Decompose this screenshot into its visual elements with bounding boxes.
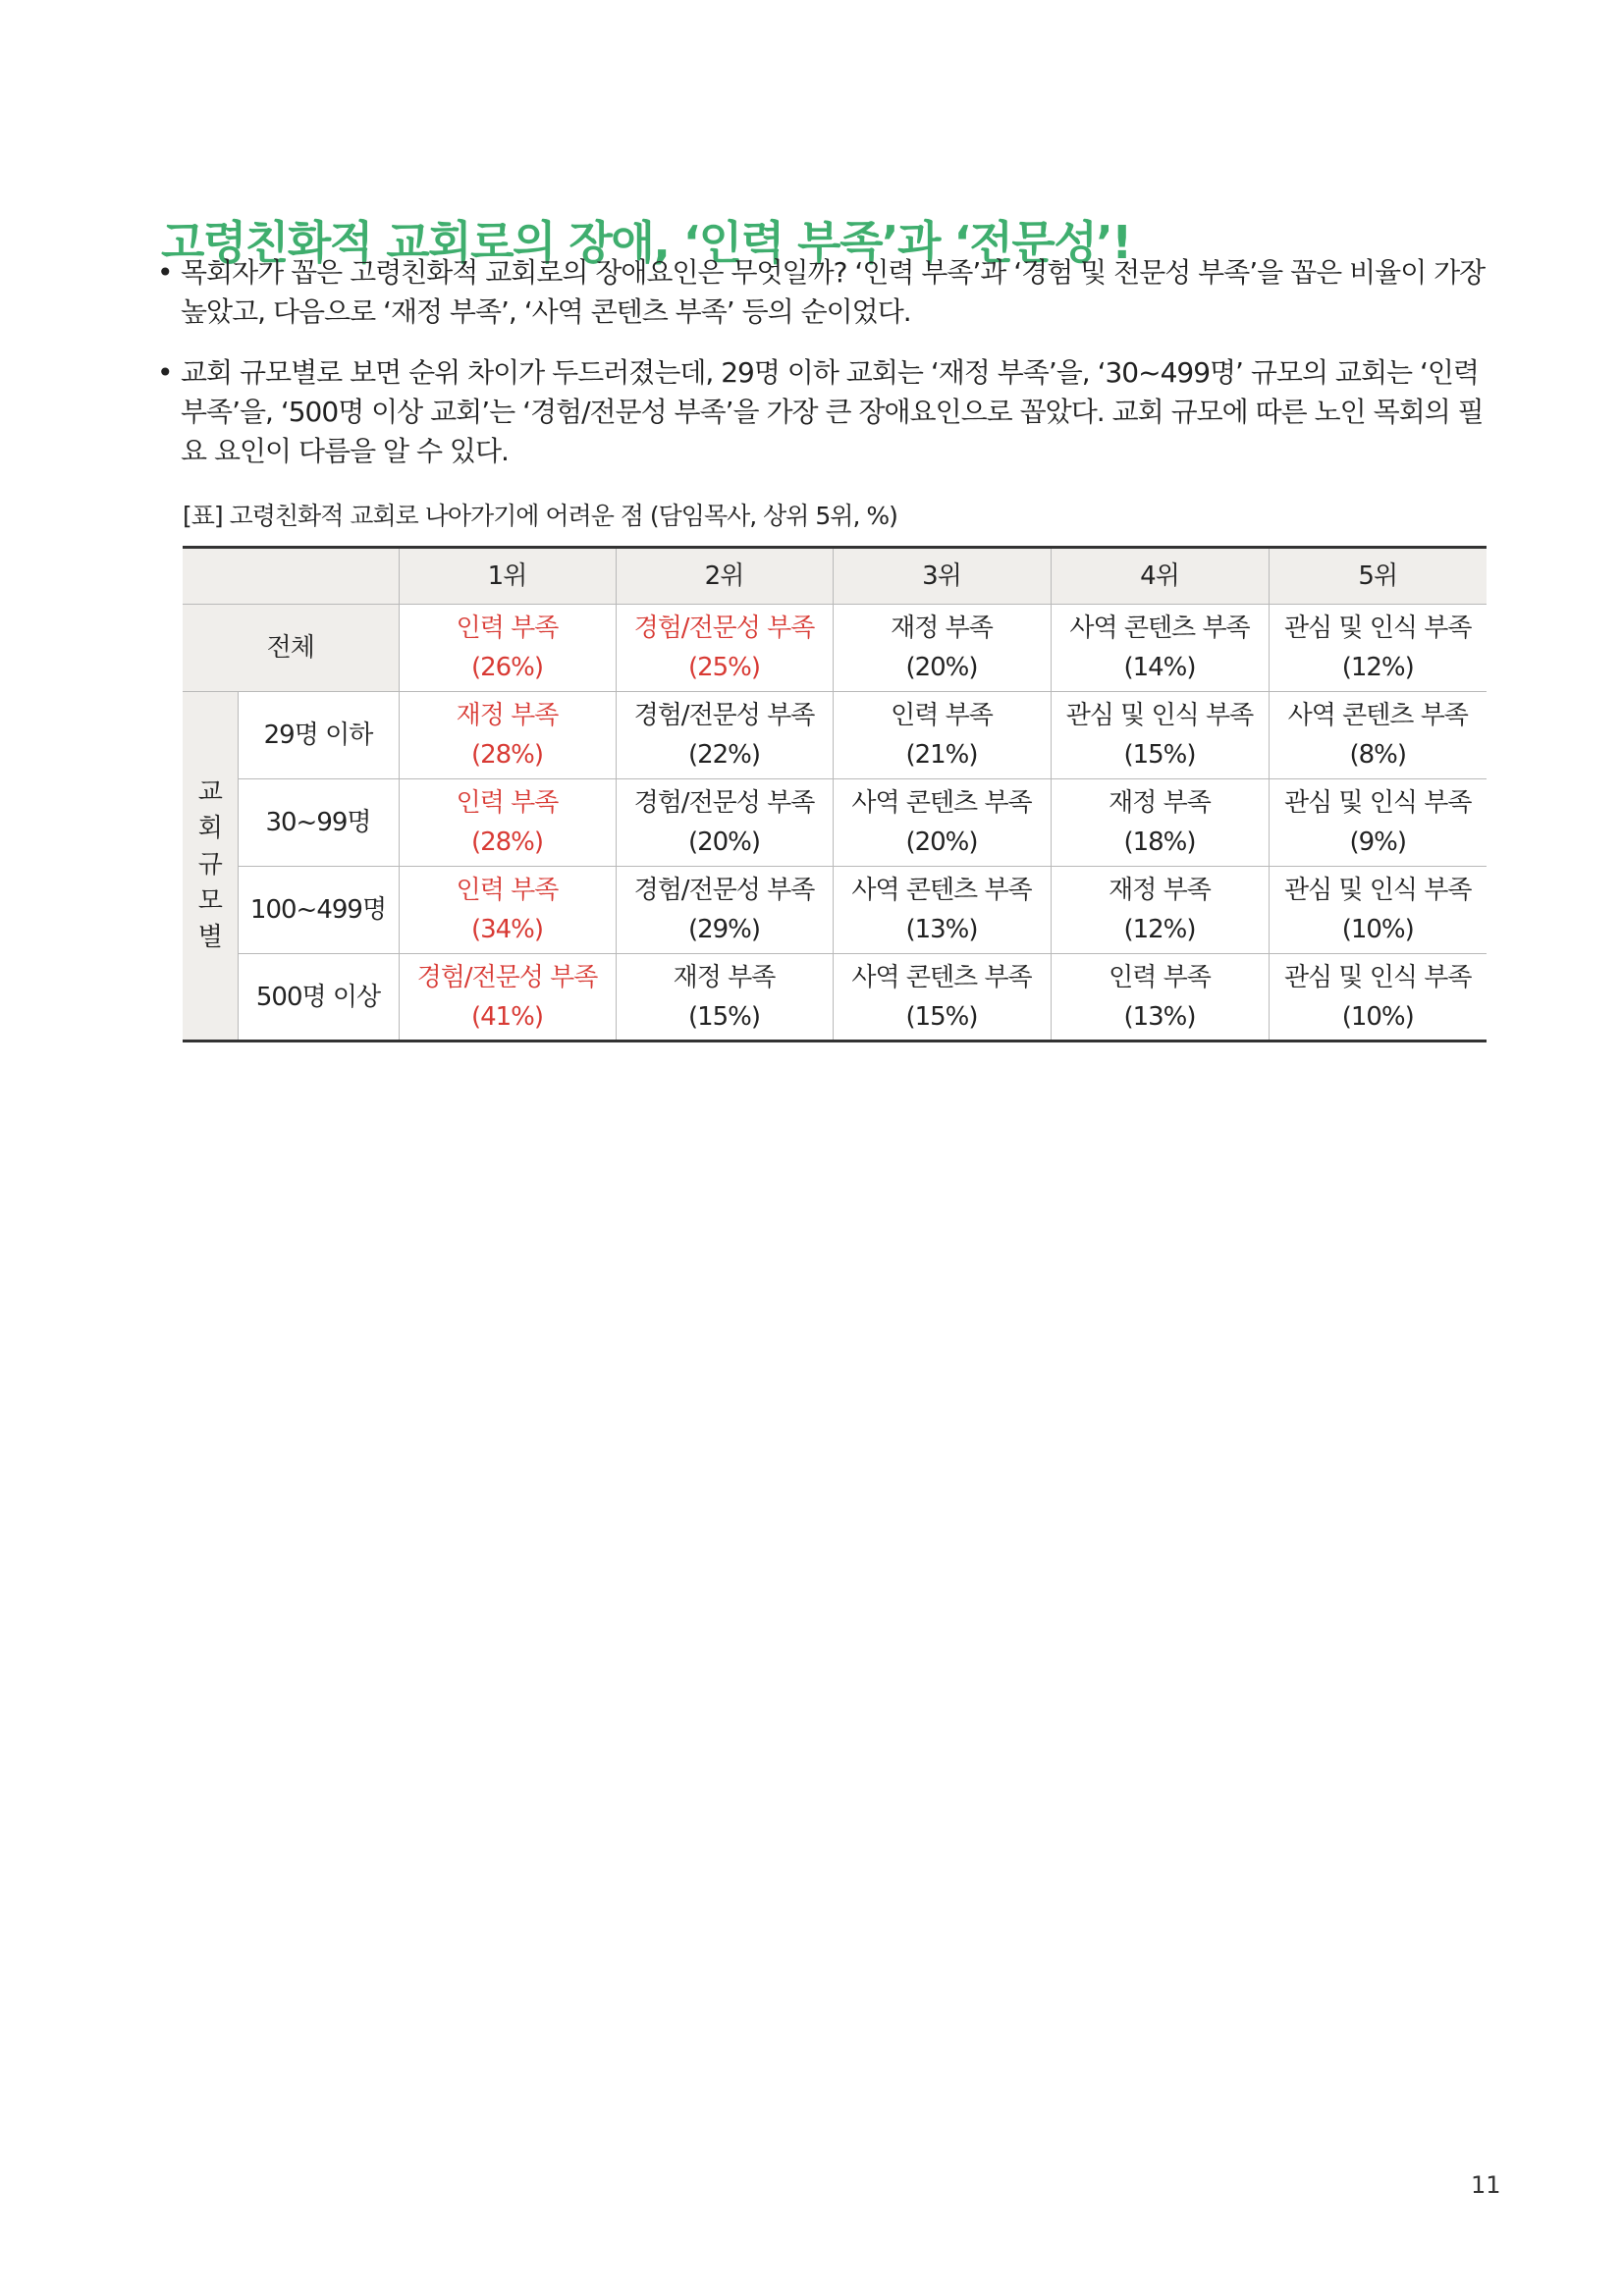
row-label: 500명 이상 (238, 954, 399, 1041)
table-caption: [표] 고령친화적 교회로 나아가기에 어려운 점 (담임목사, 상위 5위, %) (183, 502, 897, 530)
group-label-cell (183, 692, 238, 1041)
bullet-dot: • (157, 256, 173, 289)
table-cell (833, 954, 1051, 1041)
cell-percentage: (12%) (1341, 653, 1414, 682)
cell-item-name: 경험/전문성 부족 (633, 614, 815, 643)
corner-cell (183, 548, 399, 605)
row-label: 전체 (183, 605, 399, 692)
cell-item-name: 관심 및 인식 부족 (1283, 788, 1472, 818)
cell-item-name: 인력 부족 (456, 788, 559, 818)
table-cell (1269, 867, 1487, 954)
cell-item-name: 경험/전문성 부족 (633, 701, 815, 730)
cell-percentage: (22%) (687, 740, 761, 770)
table-cell (1269, 779, 1487, 867)
bullet-item (157, 253, 1492, 332)
rank-header: 4위 (1051, 548, 1269, 605)
cell-percentage: (20%) (905, 828, 978, 857)
cell-percentage: (15%) (687, 1001, 761, 1032)
cell-percentage: (18%) (1123, 828, 1196, 857)
cell-percentage: (14%) (1123, 653, 1196, 682)
cell-item-name: 재정 부족 (673, 962, 776, 992)
cell-percentage: (25%) (687, 653, 761, 682)
cell-percentage: (20%) (905, 653, 978, 682)
table-header-row (183, 548, 1487, 605)
table-row (183, 867, 1487, 954)
table-cell (1051, 867, 1269, 954)
cell-percentage: (8%) (1349, 740, 1407, 770)
cell-percentage: (21%) (905, 740, 978, 770)
bullet-item (157, 353, 1492, 471)
table-cell (1269, 605, 1487, 692)
row-label: 100~499명 (238, 867, 399, 954)
cell-percentage: (10%) (1341, 1001, 1414, 1032)
cell-item-name: 경험/전문성 부족 (633, 788, 815, 818)
rank-header: 5위 (1269, 548, 1487, 605)
group-label: 교회규모별 (197, 777, 222, 952)
page-title: 고령친화적 교회로의 장애, ‘인력 부족’과 ‘전문성’! (161, 215, 1131, 269)
bullet-text: 목회자가 꼽은 고령친화적 교회로의 장애요인은 무엇일까? ‘인력 부족’과 ‘경험 및 전문성 부족’을 꼽은 비율이 가장 높았고, 다음으로 ‘재정 부족’, ‘사역 콘텐츠 부족’ 등의 순이었다. (181, 256, 1486, 328)
cell-item-name: 사역 콘텐츠 부족 (851, 788, 1032, 818)
rank-header: 2위 (616, 548, 833, 605)
bullet-dot: • (157, 356, 173, 389)
cell-percentage: (26%) (470, 653, 544, 682)
cell-item-name: 관심 및 인식 부족 (1283, 962, 1472, 992)
cell-item-name: 인력 부족 (1109, 962, 1211, 992)
cell-item-name: 재정 부족 (1109, 876, 1211, 905)
cell-percentage: (13%) (905, 915, 978, 944)
table-cell (1051, 954, 1269, 1041)
cell-percentage: (34%) (470, 915, 544, 944)
cell-item-name: 관심 및 인식 부족 (1283, 876, 1472, 905)
table-cell (1269, 954, 1487, 1041)
row-label: 29명 이하 (238, 692, 399, 779)
cell-percentage: (29%) (687, 915, 761, 944)
cell-item-name: 사역 콘텐츠 부족 (851, 962, 1032, 992)
table-cell (616, 692, 833, 779)
cell-percentage: (9%) (1349, 828, 1407, 857)
cell-item-name: 인력 부족 (891, 701, 993, 730)
rank-header: 3위 (833, 548, 1051, 605)
table-cell (616, 867, 833, 954)
cell-item-name: 사역 콘텐츠 부족 (1287, 701, 1468, 730)
cell-item-name: 사역 콘텐츠 부족 (1069, 614, 1250, 643)
cell-item-name: 관심 및 인식 부족 (1283, 614, 1472, 643)
cell-percentage: (28%) (470, 828, 544, 857)
table-cell (833, 692, 1051, 779)
table-cell (399, 779, 616, 867)
cell-percentage: (15%) (905, 1001, 978, 1032)
table-row (183, 779, 1487, 867)
cell-item-name: 재정 부족 (456, 701, 559, 730)
table-cell (833, 605, 1051, 692)
cell-percentage: (13%) (1123, 1001, 1196, 1032)
cell-percentage: (12%) (1123, 915, 1196, 944)
table-cell (1051, 779, 1269, 867)
cell-item-name: 관심 및 인식 부족 (1065, 701, 1254, 730)
page-number: 11 (1471, 2171, 1501, 2199)
table-cell (399, 954, 616, 1041)
table-cell (616, 954, 833, 1041)
rank-header: 1위 (399, 548, 616, 605)
cell-item-name: 경험/전문성 부족 (416, 962, 598, 992)
cell-item-name: 인력 부족 (456, 614, 559, 643)
cell-item-name: 재정 부족 (891, 614, 993, 643)
cell-percentage: (15%) (1123, 740, 1196, 770)
table-cell (616, 779, 833, 867)
table-cell (399, 867, 616, 954)
table-cell (1051, 605, 1269, 692)
table-cell (399, 605, 616, 692)
table-row (183, 605, 1487, 692)
cell-item-name: 재정 부족 (1109, 788, 1211, 818)
table-row (183, 954, 1487, 1041)
table-cell (399, 692, 616, 779)
table-row (183, 692, 1487, 779)
cell-item-name: 경험/전문성 부족 (633, 876, 815, 905)
cell-percentage: (41%) (470, 1001, 544, 1032)
cell-item-name: 인력 부족 (456, 876, 559, 905)
bullet-text: 교회 규모별로 보면 순위 차이가 두드러졌는데, 29명 이하 교회는 ‘재정 부족’을, ‘30~499명’ 규모의 교회는 ‘인력 부족’을, ‘500명 이상 교회’는 ‘경험/전문성 부족’을 가장 큰 장애요인으로 꼽았다. 교회 규모에 따른 노인 목회의 필요 요인이 다름을 알 수 있다. (181, 356, 1484, 467)
table-cell (833, 779, 1051, 867)
bullet-list (157, 253, 1492, 493)
cell-percentage: (28%) (470, 740, 544, 770)
row-label: 30~99명 (238, 779, 399, 867)
table-cell (1051, 692, 1269, 779)
table-cell (1269, 692, 1487, 779)
table-cell (616, 605, 833, 692)
cell-item-name: 사역 콘텐츠 부족 (851, 876, 1032, 905)
table-cell (833, 867, 1051, 954)
cell-percentage: (10%) (1341, 915, 1414, 944)
barriers-table (183, 546, 1487, 1042)
cell-percentage: (20%) (687, 828, 761, 857)
